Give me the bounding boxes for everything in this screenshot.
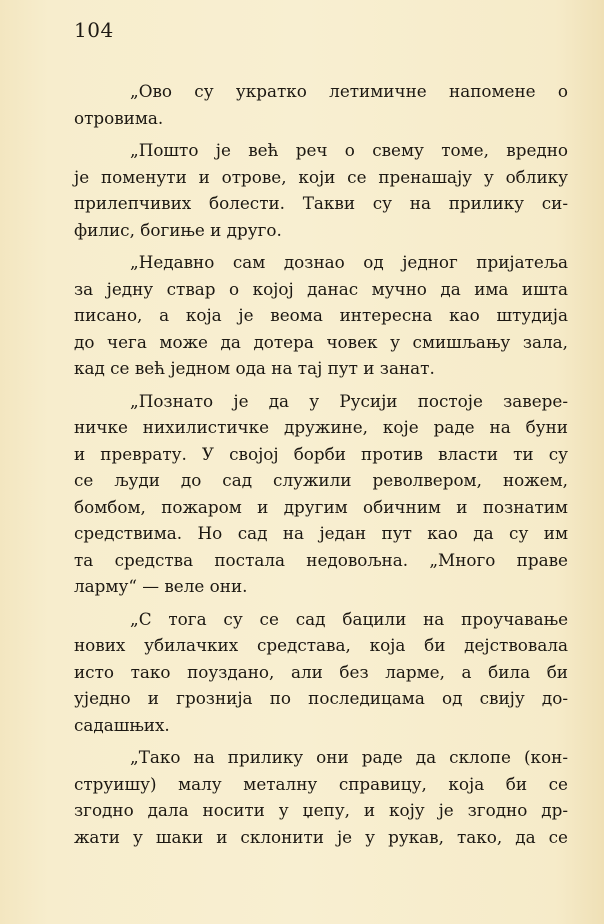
text-line: садашњих. [74, 714, 170, 735]
text-line: уједно и грознија по последицама од свију до- [74, 688, 568, 708]
text-line: писано, а која је веома интересна као штудија [74, 305, 568, 325]
text-line: и преврату. У својој борби против власти ти су [74, 443, 568, 464]
text-line: „Пошто је већ реч о свему томе, вредно [130, 140, 568, 160]
text-line: за једну ствар о којој данас мучно да има ишта [74, 278, 568, 299]
text-line: струишу) малу металну справицу, која би се [74, 773, 568, 794]
text-line: кад се већ једном ода на тај пут и занат. [74, 358, 435, 378]
text-line: отровима. [74, 107, 164, 128]
text-line: бомбом, пожаром и другим обичним и познатим [74, 496, 568, 517]
text-line: је поменути и отрове, који се пренашају у облику [74, 166, 568, 187]
text-line: „С тога су се сад бацили на проучавање [130, 608, 568, 629]
text-line: „Познато је да у Русији постоје завере- [130, 390, 568, 411]
text-line: ларму“ — веле они. [74, 576, 248, 596]
text-line: ничке нихилистичке дружине, које раде на буни [74, 417, 568, 437]
text-line: згодно дала носити у џепу, и коју је згодно др- [74, 800, 568, 820]
text-line: жати у шаки и склонити је у рукав, тако, да се [74, 826, 568, 847]
text-line: исто тако поуздано, али без ларме, а била би [74, 661, 568, 682]
text-line: „Недавно сам дознао од једног пријатеља [130, 252, 568, 272]
text-line: средствима. Но сад на један пут као да су им [74, 523, 568, 543]
text-line: нових убилачких средстава, која би дејствовала [74, 635, 568, 655]
text-line: до чега може да дотера човек у смишљању зала, [74, 331, 568, 352]
page-number: 104 [74, 18, 114, 42]
text-line: „Ово су укратко летимичне напомене о [130, 81, 568, 101]
text-line: та средства постала недовољна. „Много праве [74, 549, 568, 570]
text-line: прилепчивих болести. Такви су на прилику си- [74, 193, 568, 213]
text-line: „Тако на прилику они раде да склопе (кон- [130, 747, 568, 767]
text-line: филис, богиње и друго. [74, 219, 282, 240]
text-line: се људи до сад служили револвером, ножем, [74, 470, 568, 490]
